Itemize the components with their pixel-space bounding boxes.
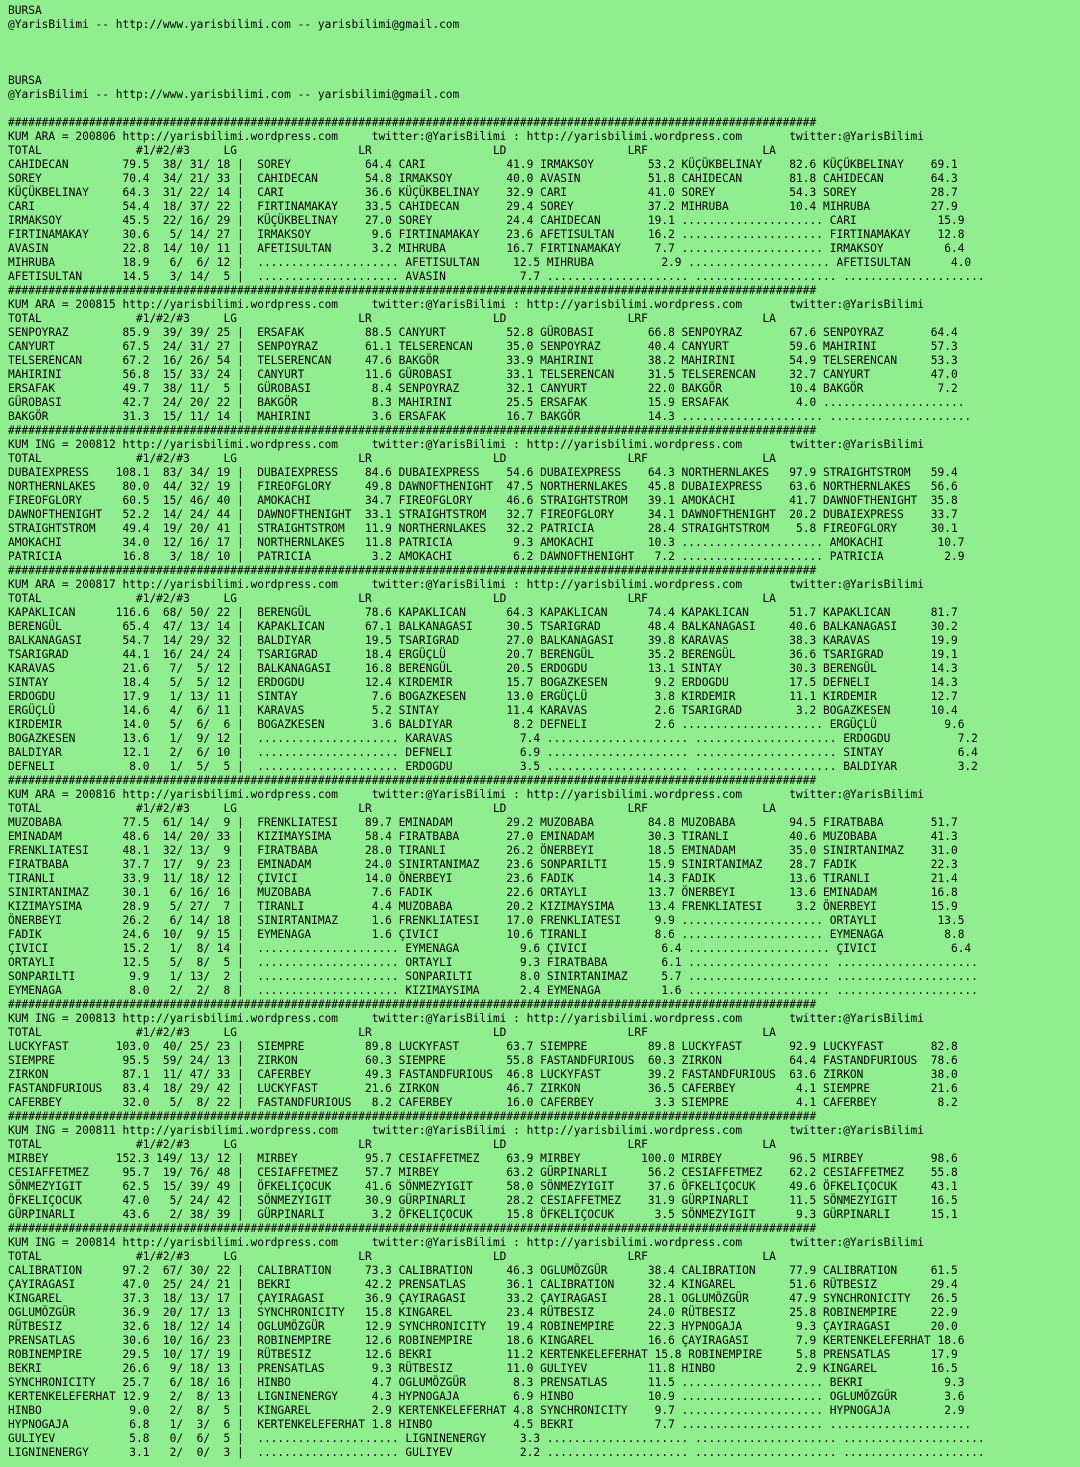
table-row: EMINADAM 48.6 14/ 20/ 33 | KIZIMAYSIMA 58.4 FIRATBABA 27.0 EMINADAM 30.3 TIRANLI 40.6 MUZOBABA 41.3: [8, 830, 958, 843]
table-row: LIGNINENERGY 3.1 2/ 0/ 3 | ..................... GULIYEV 2.2 ..................... ..................... .....................: [8, 1446, 985, 1459]
separator-line: ########################################################################################################################: [8, 1110, 817, 1123]
table-row: KINGAREL 37.3 18/ 13/ 17 | ÇAYIRAGASI 36.9 ÇAYIRAGASI 33.2 ÇAYIRAGASI 28.1 OGLUMÖZGÜR 47.9 SYNCHRONICITY 26.5: [8, 1292, 958, 1305]
table-row: KARAVAS 21.6 7/ 5/ 12 | BALKANAGASI 16.8 BERENGÜL 20.5 ERDOGDU 13.1 SINTAY 30.3 BERENGÜL 14.3: [8, 662, 958, 675]
table-row: FIRTINAMAKAY 30.6 5/ 14/ 27 | IRMAKSOY 9.6 FIRTINAMAKAY 23.6 AFETISULTAN 16.2 ..................... FIRTINAMAKAY 12.8: [8, 228, 965, 241]
table-row: ERDOGDU 17.9 1/ 13/ 11 | SINTAY 7.6 BOGAZKESEN 13.0 ERGÜÇLÜ 3.8 KIRDEMIR 11.1 KIRDEMIR 12.7: [8, 690, 958, 703]
table-row: ERGÜÇLÜ 14.6 4/ 6/ 11 | KARAVAS 5.2 SINTAY 11.4 KARAVAS 2.6 TSARIGRAD 3.2 BOGAZKESEN 10.4: [8, 704, 958, 717]
table-row: BEKRI 26.6 9/ 18/ 13 | PRENSATLAS 9.3 RÜTBESIZ 11.0 GULIYEV 11.8 HINBO 2.9 KINGAREL 16.5: [8, 1362, 958, 1375]
column-header: TOTAL #1/#2/#3 LG LR LD LRF LA: [8, 802, 776, 815]
spacer: [8, 102, 1080, 116]
table-row: AVASIN 22.8 14/ 10/ 11 | AFETISULTAN 3.2 MIHRUBA 16.7 FIRTINAMAKAY 7.7 ..................... IRMAKSOY 6.4: [8, 242, 965, 255]
column-header: TOTAL #1/#2/#3 LG LR LD LRF LA: [8, 452, 776, 465]
column-header: TOTAL #1/#2/#3 LG LR LD LRF LA: [8, 1026, 776, 1039]
race-tables: [8, 130, 1080, 1460]
table-row: FIRATBABA 37.7 17/ 9/ 23 | EMINADAM 24.0 SINIRTANIMAZ 23.6 SONPARILTI 15.9 SINIRTANIMAZ 28.7 FADIK 22.3: [8, 858, 958, 871]
table-row: GÜROBASI 42.7 24/ 20/ 22 | BAKGÖR 8.3 MAHIRINI 25.5 ERSAFAK 15.9 ERSAFAK 4.0 .....................: [8, 396, 965, 409]
table-row: CANYURT 67.5 24/ 31/ 27 | SENPOYRAZ 61.1 TELSERENCAN 35.0 SENPOYRAZ 40.4 CANYURT 59.6 MAHIRINI 57.3: [8, 340, 958, 353]
table-row: KERTENKELEFERHAT 12.9 2/ 8/ 13 | LIGNINENERGY 4.3 HYPNOGAJA 6.9 HINBO 10.9 ..................... OGLUMÖZGÜR 3.6: [8, 1390, 965, 1403]
table-row: KIZIMAYSIMA 28.9 5/ 27/ 7 | TIRANLI 4.4 MUZOBABA 20.2 KIZIMAYSIMA 13.4 FRENKLIATESI 3.2 ÖNERBEYI 15.9: [8, 900, 958, 913]
table-row: SENPOYRAZ 85.9 39/ 39/ 25 | ERSAFAK 88.5 CANYURT 52.8 GÜROBASI 66.8 SENPOYRAZ 67.6 SENPOYRAZ 64.4: [8, 326, 958, 339]
table-row: GÜRPINARLI 43.6 2/ 38/ 39 | GÜRPINARLI 3.2 ÖFKELIÇOCUK 15.8 ÖFKELIÇOCUK 3.5 SÖNMEZYIGIT 9.3 GÜRPINARLI 15.1: [8, 1208, 958, 1221]
spacer: [8, 46, 1080, 60]
table-row: ROBINEMPIRE 29.5 10/ 17/ 19 | RÜTBESIZ 12.6 BEKRI 11.2 KERTENKELEFERHAT 15.8 ROBINEMPIRE 5.8 PRENSATLAS 17.9: [8, 1348, 958, 1361]
table-row: DUBAIEXPRESS 108.1 83/ 34/ 19 | DUBAIEXPRESS 84.6 DUBAIEXPRESS 54.6 DUBAIEXPRESS 64.3 NORTHERNLAKES 97.9 STRAIGHTSTROM 59.4: [8, 466, 958, 479]
table-row: BALKANAGASI 54.7 14/ 29/ 32 | BALDIYAR 19.5 TSARIGRAD 27.0 BALKANAGASI 39.8 KARAVAS 38.3 KARAVAS 19.9: [8, 634, 958, 647]
table-row: CARI 54.4 18/ 37/ 22 | FIRTINAMAKAY 33.5 CAHIDECAN 29.4 SOREY 37.2 MIHRUBA 10.4 MIHRUBA 27.9: [8, 200, 958, 213]
race-header: KUM ING = 200814 http://yarisbilimi.wordpress.com twitter:@YarisBilimi : http://yarisbilimi.wordpress.com twitter:@YarisBilimi: [8, 1236, 925, 1249]
table-row: AFETISULTAN 14.5 3/ 14/ 5 | ..................... AVASIN 7.7 ..................... ..................... .....................: [8, 270, 985, 283]
table-row: BOGAZKESEN 13.6 1/ 9/ 12 | ..................... KARAVAS 7.4 ..................... ..................... ERDOGDU 7.2: [8, 732, 978, 745]
table-row: DAWNOFTHENIGHT 52.2 14/ 24/ 44 | DAWNOFTHENIGHT 33.1 STRAIGHTSTROM 32.7 FIREOFGLORY 34.1 DAWNOFTHENIGHT 20.2 DUBAIEXPRESS 33.7: [8, 508, 958, 521]
table-row: CESIAFFETMEZ 95.7 19/ 76/ 48 | CESIAFFETMEZ 57.7 MIRBEY 63.2 GÜRPINARLI 56.2 CESIAFFETMEZ 62.2 CESIAFFETMEZ 55.8: [8, 1166, 958, 1179]
table-row: KÜÇÜKBELINAY 64.3 31/ 22/ 14 | CARI 36.6 KÜÇÜKBELINAY 32.9 CARI 41.0 SOREY 54.3 SOREY 28.7: [8, 186, 958, 199]
table-row: BALDIYAR 12.1 2/ 6/ 10 | ..................... DEFNELI 6.9 ..................... ..................... SINTAY 6.4: [8, 746, 978, 759]
table-row: PATRICIA 16.8 3/ 18/ 10 | PATRICIA 3.2 AMOKACHI 6.2 DAWNOFTHENIGHT 7.2 ..................... PATRICIA 2.9: [8, 550, 965, 563]
table-row: OGLUMÖZGÜR 36.9 20/ 17/ 13 | SYNCHRONICITY 15.8 KINGAREL 23.4 RÜTBESIZ 24.0 RÜTBESIZ 25.8 ROBINEMPIRE 22.9: [8, 1306, 958, 1319]
city-title-repeat: BURSA: [8, 74, 42, 87]
table-row: ÇAYIRAGASI 47.0 25/ 24/ 21 | BEKRI 42.2 PRENSATLAS 36.1 CALIBRATION 32.4 KINGAREL 51.6 RÜTBESIZ 29.4: [8, 1278, 958, 1291]
table-row: CAFERBEY 32.0 5/ 8/ 22 | FASTANDFURIOUS 8.2 CAFERBEY 16.0 CAFERBEY 3.3 SIEMPRE 4.1 CAFERBEY 8.2: [8, 1096, 958, 1109]
table-row: SONPARILTI 9.9 1/ 13/ 2 | ..................... SONPARILTI 8.0 SINIRTANIMAZ 5.7 ..................... .....................: [8, 970, 978, 983]
table-row: RÜTBESIZ 32.6 18/ 12/ 14 | OGLUMÖZGÜR 12.9 SYNCHRONICITY 19.4 ROBINEMPIRE 22.3 HYPNOGAJA 9.3 ÇAYIRAGASI 20.0: [8, 1320, 958, 1333]
table-row: PRENSATLAS 30.6 10/ 16/ 23 | ROBINEMPIRE 12.6 ROBINEMPIRE 18.6 KINGAREL 16.6 ÇAYIRAGASI 7.9 KERTENKELEFERHAT 18.6: [8, 1334, 965, 1347]
column-header: TOTAL #1/#2/#3 LG LR LD LRF LA: [8, 1250, 776, 1263]
table-row: HINBO 9.0 2/ 8/ 5 | KINGAREL 2.9 KERTENKELEFERHAT 4.8 SYNCHRONICITY 9.7 ..................... HYPNOGAJA 2.9: [8, 1404, 965, 1417]
table-row: KIRDEMIR 14.0 5/ 6/ 6 | BOGAZKESEN 3.6 BALDIYAR 8.2 DEFNELI 2.6 ..................... ERGÜÇLÜ 9.6: [8, 718, 965, 731]
table-row: MIHRUBA 18.9 6/ 6/ 12 | ..................... AFETISULTAN 12.5 MIHRUBA 2.9 ..................... AFETISULTAN 4.0: [8, 256, 972, 269]
race-header: KUM ING = 200813 http://yarisbilimi.wordpress.com twitter:@YarisBilimi : http://yarisbilimi.wordpress.com twitter:@YarisBilimi: [8, 1012, 925, 1025]
table-row: ÖNERBEYI 26.2 6/ 14/ 18 | SINIRTANIMAZ 1.6 FRENKLIATESI 17.0 FRENKLIATESI 9.9 ..................... ORTAYLI 13.5: [8, 914, 965, 927]
table-row: AMOKACHI 34.0 12/ 16/ 17 | NORTHERNLAKES 11.8 PATRICIA 9.3 AMOKACHI 10.3 ..................... AMOKACHI 10.7: [8, 536, 965, 549]
table-row: SYNCHRONICITY 25.7 6/ 18/ 16 | HINBO 4.7 OGLUMÖZGÜR 8.3 PRENSATLAS 11.5 ..................... BEKRI 9.3: [8, 1376, 965, 1389]
table-row: TIRANLI 33.9 11/ 18/ 12 | ÇIVICI 14.0 ÖNERBEYI 23.6 FADIK 14.3 FADIK 13.6 TIRANLI 21.4: [8, 872, 958, 885]
table-row: NORTHERNLAKES 80.0 44/ 32/ 19 | FIREOFGLORY 49.8 DAWNOFTHENIGHT 47.5 NORTHERNLAKES 45.8 DUBAIEXPRESS 63.6 NORTHERNLAKES 56.6: [8, 480, 958, 493]
separator-line: ########################################################################################################################: [8, 774, 817, 787]
table-row: TSARIGRAD 44.1 16/ 24/ 24 | TSARIGRAD 18.4 ERGÜÇLÜ 20.7 BERENGÜL 35.2 BERENGÜL 36.6 TSARIGRAD 19.1: [8, 648, 958, 661]
table-row: FIREOFGLORY 60.5 15/ 46/ 40 | AMOKACHI 34.7 FIREOFGLORY 46.6 STRAIGHTSTROM 39.1 AMOKACHI 41.7 DAWNOFTHENIGHT 35.8: [8, 494, 958, 507]
table-row: EYMENAGA 8.0 2/ 2/ 8 | ..................... KIZIMAYSIMA 2.4 EYMENAGA 1.6 ..................... .....................: [8, 984, 978, 997]
table-row: CAHIDECAN 79.5 38/ 31/ 18 | SOREY 64.4 CARI 41.9 IRMAKSOY 53.2 KÜÇÜKBELINAY 82.6 KÜÇÜKBELINAY 69.1: [8, 158, 958, 171]
table-row: LUCKYFAST 103.0 40/ 25/ 23 | SIEMPRE 89.8 LUCKYFAST 63.7 SIEMPRE 89.8 LUCKYFAST 92.9 LUCKYFAST 82.8: [8, 1040, 958, 1053]
column-header: TOTAL #1/#2/#3 LG LR LD LRF LA: [8, 592, 776, 605]
spacer: [8, 60, 1080, 74]
separator-line: ########################################################################################################################: [8, 424, 817, 437]
table-row: GULIYEV 5.8 0/ 6/ 5 | ..................... LIGNINENERGY 3.3 ..................... ..................... .....................: [8, 1432, 985, 1445]
table-row: FADIK 24.6 10/ 9/ 15 | EYMENAGA 1.6 ÇIVICI 10.6 TIRANLI 8.6 ..................... EYMENAGA 8.8: [8, 928, 965, 941]
table-row: ZIRKON 87.1 11/ 47/ 33 | CAFERBEY 49.3 FASTANDFURIOUS 46.8 LUCKYFAST 39.2 FASTANDFURIOUS 63.6 ZIRKON 38.0: [8, 1068, 958, 1081]
race-header: KUM ING = 200812 http://yarisbilimi.wordpress.com twitter:@YarisBilimi : http://yarisbilimi.wordpress.com twitter:@YarisBilimi: [8, 438, 925, 451]
race-header: KUM ARA = 200815 http://yarisbilimi.wordpress.com twitter:@YarisBilimi : http://yarisbilimi.wordpress.com twitter:@YarisBilimi: [8, 298, 925, 311]
separator-line: ########################################################################################################################: [8, 284, 817, 297]
table-row: ÖFKELIÇOCUK 47.0 5/ 24/ 42 | SÖNMEZYIGIT 30.9 GÜRPINARLI 28.2 CESIAFFETMEZ 31.9 GÜRPINARLI 11.5 SÖNMEZYIGIT 16.5: [8, 1194, 958, 1207]
table-row: BERENGÜL 65.4 47/ 13/ 14 | KAPAKLICAN 67.1 BALKANAGASI 30.5 TSARIGRAD 48.4 BALKANAGASI 40.6 BALKANAGASI 30.2: [8, 620, 958, 633]
table-row: MIRBEY 152.3 149/ 13/ 12 | MIRBEY 95.7 CESIAFFETMEZ 63.9 MIRBEY 100.0 MIRBEY 96.5 MIRBEY 98.6: [8, 1152, 958, 1165]
race-header: KUM ING = 200811 http://yarisbilimi.wordpress.com twitter:@YarisBilimi : http://yarisbilimi.wordpress.com twitter:@YarisBilimi: [8, 1124, 925, 1137]
race-header: KUM ARA = 200817 http://yarisbilimi.wordpress.com twitter:@YarisBilimi : http://yarisbilimi.wordpress.com twitter:@YarisBilimi: [8, 578, 925, 591]
table-row: IRMAKSOY 45.5 22/ 16/ 29 | KÜÇÜKBELINAY 27.0 SOREY 24.4 CAHIDECAN 19.1 ..................... CARI 15.9: [8, 214, 965, 227]
separator-line: ########################################################################################################################: [8, 998, 817, 1011]
table-row: SINIRTANIMAZ 30.1 6/ 16/ 16 | MUZOBABA 7.6 FADIK 22.6 ORTAYLI 13.7 ÖNERBEYI 13.6 EMINADAM 16.8: [8, 886, 958, 899]
table-row: SIEMPRE 95.5 59/ 24/ 13 | ZIRKON 60.3 SIEMPRE 55.8 FASTANDFURIOUS 60.3 ZIRKON 64.4 FASTANDFURIOUS 78.6: [8, 1054, 958, 1067]
table-row: ORTAYLI 12.5 5/ 8/ 5 | ..................... ORTAYLI 9.3 FIRATBABA 6.1 ..................... .....................: [8, 956, 978, 969]
table-row: KAPAKLICAN 116.6 68/ 50/ 22 | BERENGÜL 78.6 KAPAKLICAN 64.3 KAPAKLICAN 74.4 KAPAKLICAN 51.7 KAPAKLICAN 81.7: [8, 606, 958, 619]
column-header: TOTAL #1/#2/#3 LG LR LD LRF LA: [8, 312, 776, 325]
contact-line: @YarisBilimi -- http://www.yarisbilimi.com -- yarisbilimi@gmail.com: [8, 18, 460, 31]
separator-line: ########################################################################################################################: [8, 1222, 817, 1235]
table-row: STRAIGHTSTROM 49.4 19/ 20/ 41 | STRAIGHTSTROM 11.9 NORTHERNLAKES 32.2 PATRICIA 28.4 STRAIGHTSTROM 5.8 FIREOFGLORY 30.1: [8, 522, 958, 535]
race-header: KUM ARA = 200806 http://yarisbilimi.wordpress.com twitter:@YarisBilimi : http://yarisbilimi.wordpress.com twitter:@YarisBilimi: [8, 130, 925, 143]
table-row: MAHIRINI 56.8 15/ 33/ 24 | CANYURT 11.6 GÜROBASI 33.1 TELSERENCAN 31.5 TELSERENCAN 32.7 CANYURT 47.0: [8, 368, 958, 381]
city-title: BURSA: [8, 4, 42, 17]
column-header: TOTAL #1/#2/#3 LG LR LD LRF LA: [8, 1138, 776, 1151]
column-header: TOTAL #1/#2/#3 LG LR LD LRF LA: [8, 144, 776, 157]
table-row: SOREY 70.4 34/ 21/ 33 | CAHIDECAN 54.8 IRMAKSOY 40.0 AVASIN 51.8 CAHIDECAN 81.8 CAHIDECAN 64.3: [8, 172, 958, 185]
contact-line-repeat: @YarisBilimi -- http://www.yarisbilimi.com -- yarisbilimi@gmail.com: [8, 88, 460, 101]
table-row: MUZOBABA 77.5 61/ 14/ 9 | FRENKLIATESI 89.7 EMINADAM 29.2 MUZOBABA 84.8 MUZOBABA 94.5 FIRATBABA 51.7: [8, 816, 958, 829]
spacer: [8, 32, 1080, 46]
separator-line: ########################################################################################################################: [8, 564, 817, 577]
table-row: FRENKLIATESI 48.1 32/ 13/ 9 | FIRATBABA 28.0 TIRANLI 26.2 ÖNERBEYI 18.5 EMINADAM 35.0 SINIRTANIMAZ 31.0: [8, 844, 958, 857]
table-row: ÇIVICI 15.2 1/ 8/ 14 | ..................... EYMENAGA 9.6 ÇIVICI 6.4 ..................... ÇIVICI 6.4: [8, 942, 972, 955]
table-row: FASTANDFURIOUS 83.4 18/ 29/ 42 | LUCKYFAST 21.6 ZIRKON 46.7 ZIRKON 36.5 CAFERBEY 4.1 SIEMPRE 21.6: [8, 1082, 958, 1095]
table-row: SÖNMEZYIGIT 62.5 15/ 39/ 49 | ÖFKELIÇOCUK 41.6 SÖNMEZYIGIT 58.0 SÖNMEZYIGIT 37.6 ÖFKELIÇOCUK 49.6 ÖFKELIÇOCUK 43.1: [8, 1180, 958, 1193]
table-row: DEFNELI 8.0 1/ 5/ 5 | ..................... ERDOGDU 3.5 ..................... ..................... BALDIYAR 3.2: [8, 760, 978, 773]
table-row: SINTAY 18.4 5/ 5/ 12 | ERDOGDU 12.4 KIRDEMIR 15.7 BOGAZKESEN 9.2 ERDOGDU 17.5 DEFNELI 14.3: [8, 676, 958, 689]
table-row: CALIBRATION 97.2 67/ 30/ 22 | CALIBRATION 73.3 CALIBRATION 46.3 OGLUMÖZGÜR 38.4 CALIBRATION 77.9 CALIBRATION 61.5: [8, 1264, 958, 1277]
race-header: KUM ARA = 200816 http://yarisbilimi.wordpress.com twitter:@YarisBilimi : http://yarisbilimi.wordpress.com twitter:@YarisBilimi: [8, 788, 925, 801]
separator-line: ########################################################################################################################: [8, 116, 817, 129]
table-row: HYPNOGAJA 6.8 1/ 3/ 6 | KERTENKELEFERHAT 1.8 HINBO 4.5 BEKRI 7.7 ..................... .....................: [8, 1418, 972, 1431]
table-row: BAKGÖR 31.3 15/ 11/ 14 | MAHIRINI 3.6 ERSAFAK 16.7 BAKGÖR 14.3 ..................... .....................: [8, 410, 972, 423]
table-row: TELSERENCAN 67.2 16/ 26/ 54 | TELSERENCAN 47.6 BAKGÖR 33.9 MAHIRINI 38.2 MAHIRINI 54.9 TELSERENCAN 53.3: [8, 354, 958, 367]
table-row: ERSAFAK 49.7 38/ 11/ 5 | GÜROBASI 8.4 SENPOYRAZ 32.1 CANYURT 22.0 BAKGÖR 10.4 BAKGÖR 7.2: [8, 382, 958, 395]
